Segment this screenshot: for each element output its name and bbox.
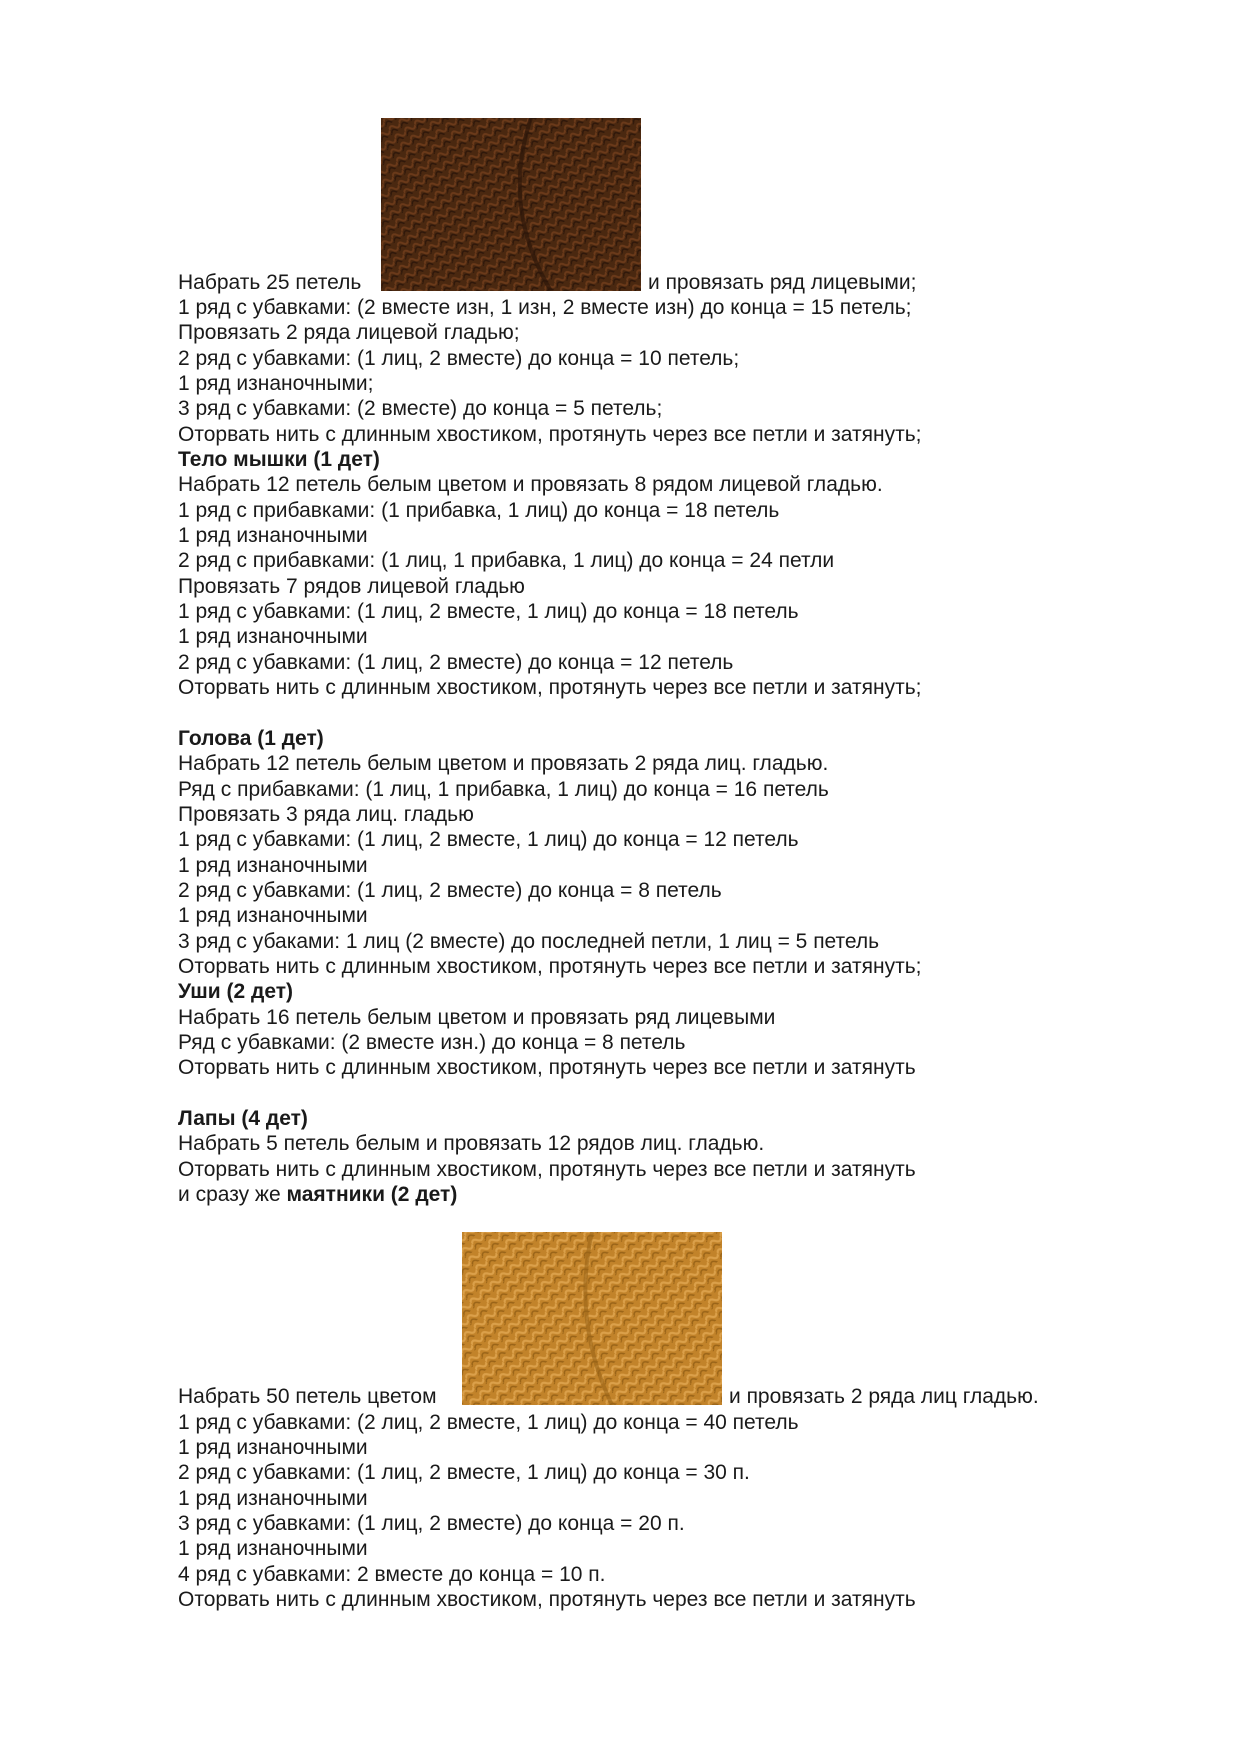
text-line: 3 ряд с убаками: 1 лиц (2 вместе) до последней петли, 1 лиц = 5 петель	[178, 930, 880, 953]
text-line: Провязать 7 рядов лицевой гладью	[178, 575, 525, 598]
cast-on-left-text: Набрать 50 петель цветом	[178, 1385, 437, 1408]
text-line: 1 ряд изнаночными	[178, 524, 368, 547]
text-line: 1 ряд с убавками: (2 лиц, 2 вместе, 1 лиц) до конца = 40 петель	[178, 1411, 799, 1434]
text-line: 1 ряд изнаночными	[178, 1537, 368, 1560]
section-heading: Уши (2 дет)	[178, 980, 294, 1003]
text-line: 2 ряд с убавками: (1 лиц, 2 вместе) до конца = 12 петель	[178, 651, 734, 674]
cast-on-line-1	[178, 270, 361, 295]
text-line: 2 ряд с прибавками: (1 лиц, 1 прибавка, 1 лиц) до конца = 24 петли	[178, 549, 835, 572]
tail-prefix: и сразу же	[178, 1183, 287, 1206]
text-line: 1 ряд изнаночными	[178, 1436, 368, 1459]
text-line: Провязать 2 ряда лицевой гладью;	[178, 321, 520, 344]
text-line: 2 ряд с убавками: (1 лиц, 2 вместе, 1 лиц) до конца = 30 п.	[178, 1461, 750, 1484]
text-line: 1 ряд изнаночными	[178, 625, 368, 648]
cast-on-left-text: Набрать 25 петель	[178, 271, 362, 294]
text-line: 3 ряд с убавками: (2 вместе) до конца = 5 петель;	[178, 397, 663, 420]
text-line: 1 ряд изнаночными;	[178, 372, 374, 395]
cast-on-right-line-1	[648, 270, 916, 295]
text-line: 1 ряд с убавками: (1 лиц, 2 вместе, 1 лиц) до конца = 18 петель	[178, 600, 799, 623]
brown-yarn-swatch-image	[381, 118, 641, 291]
mustard-yarn-texture	[462, 1232, 722, 1405]
text-line: 1 ряд с прибавками: (1 прибавка, 1 лиц) до конца = 18 петель	[178, 499, 780, 522]
mustard-yarn-swatch-image	[462, 1232, 722, 1405]
text-line: Набрать 12 петель белым цветом и провязать 2 ряда лиц. гладью.	[178, 752, 829, 775]
text-line: 1 ряд изнаночными	[178, 904, 368, 927]
cast-on-line-2	[178, 1384, 437, 1409]
text-line: Оторвать нить с длинным хвостиком, протянуть через все петли и затянуть	[178, 1158, 916, 1181]
cast-on-right-text: и провязать ряд лицевыми;	[648, 271, 917, 294]
text-line: Оторвать нить с длинным хвостиком, протянуть через все петли и затянуть	[178, 1588, 916, 1611]
text-line: Оторвать нить с длинным хвостиком, протянуть через все петли и затянуть;	[178, 423, 922, 446]
text-line: 1 ряд изнаночными	[178, 854, 368, 877]
tail-bold: маятники (2 дет)	[286, 1183, 458, 1206]
text-line: 2 ряд с убавками: (1 лиц, 2 вместе) до конца = 10 петель;	[178, 347, 740, 370]
text-line: 2 ряд с убавками: (1 лиц, 2 вместе) до конца = 8 петель	[178, 879, 722, 902]
text-line: 4 ряд с убавками: 2 вместе до конца = 10 п.	[178, 1563, 606, 1586]
text-line: Оторвать нить с длинным хвостиком, протянуть через все петли и затянуть;	[178, 955, 922, 978]
text-line: 1 ряд с убавками: (1 лиц, 2 вместе, 1 лиц) до конца = 12 петель	[178, 828, 799, 851]
text-line: Провязать 3 ряда лиц. гладью	[178, 803, 474, 826]
text-line: 1 ряд изнаночными	[178, 1487, 368, 1510]
text-line: 1 ряд с убавками: (2 вместе изн, 1 изн, 2 вместе изн) до конца = 15 петель;	[178, 296, 912, 319]
text-line: Набрать 12 петель белым цветом и провязать 8 рядом лицевой гладью.	[178, 473, 883, 496]
section-heading: Лапы (4 дет)	[178, 1107, 308, 1130]
text-line: 3 ряд с убавками: (1 лиц, 2 вместе) до конца = 20 п.	[178, 1512, 685, 1535]
brown-yarn-texture	[381, 118, 641, 291]
section-heading: Тело мышки (1 дет)	[178, 448, 380, 471]
text-line: Оторвать нить с длинным хвостиком, протянуть через все петли и затянуть	[178, 1056, 916, 1079]
text-line: Набрать 5 петель белым и провязать 12 рядов лиц. гладью.	[178, 1132, 765, 1155]
paws-tail-line	[178, 1182, 457, 1207]
section-heading: Голова (1 дет)	[178, 727, 324, 750]
text-line: Набрать 16 петель белым цветом и провязать ряд лицевыми	[178, 1006, 776, 1029]
cast-on-right-line-2	[729, 1384, 1039, 1409]
text-line: Оторвать нить с длинным хвостиком, протянуть через все петли и затянуть;	[178, 676, 922, 699]
text-line: Ряд с прибавками: (1 лиц, 1 прибавка, 1 лиц) до конца = 16 петель	[178, 778, 829, 801]
cast-on-right-text: и провязать 2 ряда лиц гладью.	[729, 1385, 1039, 1408]
text-line: Ряд с убавками: (2 вместе изн.) до конца = 8 петель	[178, 1031, 686, 1054]
